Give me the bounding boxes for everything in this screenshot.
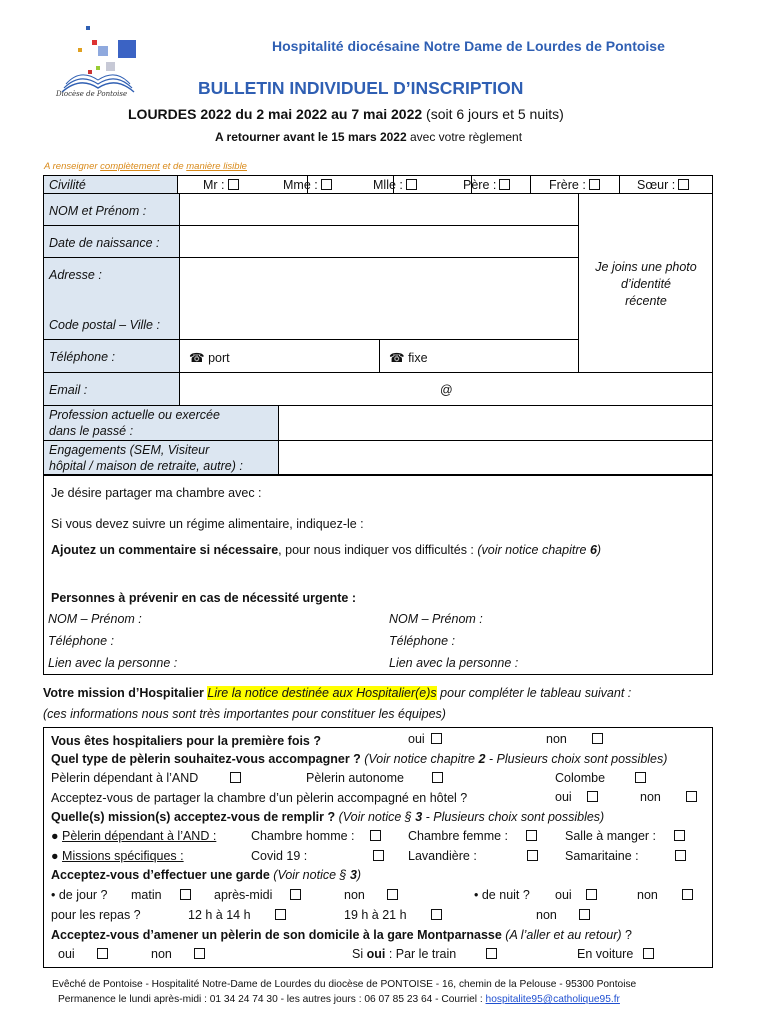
footer-email-link[interactable]: hospitalite95@catholique95.fr xyxy=(485,994,620,1005)
comment-italic: (voir notice chapitre xyxy=(477,543,590,557)
engagements-line2: hôpital / maison de retraite, autre) : xyxy=(49,459,243,473)
option-dependent[interactable] xyxy=(51,771,241,785)
share-hotel-oui-label: oui xyxy=(555,790,572,804)
phone-fixe-label: fixe xyxy=(408,351,428,365)
meals-non-label: non xyxy=(536,908,557,922)
option-station-oui[interactable] xyxy=(58,947,108,961)
missions-num: 3 xyxy=(415,810,423,824)
engagements-label xyxy=(49,442,243,474)
logo xyxy=(48,18,144,104)
checkbox-room-women[interactable] xyxy=(526,830,537,841)
specific-text: Missions spécifiques : xyxy=(62,849,184,863)
dep-and-text: Pèlerin dépendant à l’AND : xyxy=(62,829,217,843)
checkbox-first-time-oui[interactable] xyxy=(431,733,442,744)
guard-it: (Voir notice § xyxy=(269,868,350,882)
first-time-oui[interactable] xyxy=(408,732,442,746)
identity-table xyxy=(43,175,713,475)
guard-day-text: de jour ? xyxy=(58,888,108,902)
title-mr[interactable] xyxy=(203,178,239,192)
pilgrim-type-num: 2 xyxy=(478,752,486,766)
title-mme[interactable] xyxy=(283,178,332,192)
checkbox-samaritan[interactable] xyxy=(675,850,686,861)
checkbox-laundry[interactable] xyxy=(527,850,538,861)
checkbox-by-train[interactable] xyxy=(486,948,497,959)
bullet-icon: ● xyxy=(51,849,59,863)
title-pere[interactable] xyxy=(463,178,510,192)
footer-contact-text: Permanence le lundi après-midi : 01 34 24 74 30 - les autres jours : 06 07 85 23 64 - Courriel : xyxy=(58,994,486,1005)
option-meal2[interactable] xyxy=(344,908,442,922)
option-meal1[interactable] xyxy=(188,908,286,922)
specific-label xyxy=(51,849,184,863)
room-men-label: Chambre homme : xyxy=(251,829,355,843)
comment-rest: , pour nous indiquer vos difficultés : xyxy=(278,543,478,557)
engagements-line1: Engagements (SEM, Visiteur xyxy=(49,443,210,457)
instr-mid: et de xyxy=(159,161,187,172)
afternoon-label: après-midi xyxy=(214,888,273,902)
morning-label: matin xyxy=(131,888,162,902)
checkbox-dining[interactable] xyxy=(674,830,685,841)
contact1-link: Lien avec la personne : xyxy=(48,656,178,670)
subtitle xyxy=(128,106,564,122)
address-label: Adresse : xyxy=(49,268,102,282)
phone-icon: ☎ xyxy=(389,351,405,365)
comment-end: ) xyxy=(596,543,602,557)
if-yes-bold: oui xyxy=(366,947,386,961)
checkbox-morning[interactable] xyxy=(180,889,191,900)
option-colombe[interactable] xyxy=(555,771,646,785)
checkbox-dependent[interactable] xyxy=(230,772,241,783)
return-note xyxy=(215,130,522,144)
option-by-train[interactable] xyxy=(352,947,497,961)
comment-bold: Ajoutez un commentaire si nécessaire xyxy=(51,543,279,557)
share-hotel-non[interactable] xyxy=(640,790,697,804)
profession-label xyxy=(49,407,220,439)
comment-label xyxy=(51,543,601,557)
room-women-label: Chambre femme : xyxy=(408,829,509,843)
option-samaritan[interactable] xyxy=(565,849,686,863)
share-hotel-label: Acceptez-vous de partager la chambre d’un pèlerin accompagné en hôtel ? xyxy=(51,791,468,805)
email-label: Email : xyxy=(49,383,88,397)
station-heading xyxy=(51,928,632,942)
contact1-name: NOM – Prénom : xyxy=(48,612,142,626)
guard-heading xyxy=(51,868,361,882)
profession-field[interactable] xyxy=(278,405,713,441)
pilgrim-type-end: - Plusieurs choix sont possibles) xyxy=(485,752,668,766)
birth-label: Date de naissance : xyxy=(49,236,160,250)
guard-end: ) xyxy=(356,868,362,882)
meal2-label: 19 h à 21 h xyxy=(344,908,407,922)
checkbox-frere[interactable] xyxy=(589,179,600,190)
option-night-oui[interactable] xyxy=(555,888,597,902)
share-hotel-oui[interactable] xyxy=(555,790,598,804)
if-yes-post: : Par le train xyxy=(385,947,457,961)
civilite-options-cell xyxy=(177,175,713,194)
checkbox-day-non[interactable] xyxy=(387,889,398,900)
checkbox-mme[interactable] xyxy=(321,179,332,190)
subtitle-rest: (soit 6 jours et 5 nuits) xyxy=(422,106,564,122)
photo-note xyxy=(579,259,713,310)
checkbox-station-oui[interactable] xyxy=(97,948,108,959)
checkbox-night-non[interactable] xyxy=(682,889,693,900)
phone-fixe xyxy=(389,350,428,365)
title-soeur[interactable] xyxy=(637,178,689,192)
first-time-non[interactable] xyxy=(546,732,603,746)
contact2-name: NOM – Prénom : xyxy=(389,612,483,626)
mission-heading-highlight: Lire la notice destinée aux Hospitalier(e)s xyxy=(207,686,437,700)
meal1-label: 12 h à 14 h xyxy=(188,908,251,922)
station-oui-label: oui xyxy=(58,947,75,961)
pilgrim-type-heading xyxy=(51,752,667,766)
night-non-label: non xyxy=(637,888,658,902)
option-station-non[interactable] xyxy=(151,947,205,961)
dining-label: Salle à manger : xyxy=(565,829,657,843)
option-afternoon[interactable] xyxy=(214,888,301,902)
address-field[interactable] xyxy=(179,257,579,340)
if-yes-pre: Si xyxy=(352,947,367,961)
option-colombe-label: Colombe xyxy=(555,771,606,785)
samaritan-label: Samaritaine : xyxy=(565,849,639,863)
dep-and-label xyxy=(51,829,216,843)
option-laundry[interactable] xyxy=(408,849,538,863)
title-pere-label: Père : xyxy=(463,178,497,192)
station-it: (A l’aller et au retour) xyxy=(501,928,622,942)
profession-line1: Profession actuelle ou exercée xyxy=(49,408,220,422)
title-mr-label: Mr : xyxy=(203,178,225,192)
checkbox-pere[interactable] xyxy=(499,179,510,190)
checkbox-room-men[interactable] xyxy=(370,830,381,841)
option-day-non[interactable] xyxy=(344,888,398,902)
title-mlle[interactable] xyxy=(373,178,417,192)
checkbox-share-hotel-non[interactable] xyxy=(686,791,697,802)
station-end: ? xyxy=(621,928,632,942)
checkbox-meal1[interactable] xyxy=(275,909,286,920)
option-by-car[interactable] xyxy=(577,947,654,961)
missions-it: (Voir notice § xyxy=(335,810,416,824)
photo-line1: Je joins une photo xyxy=(595,260,697,274)
missions-bold: Quelle(s) mission(s) acceptez-vous de remplir ? xyxy=(51,810,336,824)
checkbox-share-hotel-oui[interactable] xyxy=(587,791,598,802)
laundry-label: Lavandière : xyxy=(408,849,477,863)
checkbox-autonomous[interactable] xyxy=(432,772,443,783)
name-label: NOM et Prénom : xyxy=(49,204,147,218)
info-box xyxy=(43,475,713,675)
footer-contact xyxy=(58,994,620,1005)
return-bold: A retourner avant le 15 mars 2022 xyxy=(215,130,407,144)
option-dependent-label: Pèlerin dépendant à l’AND xyxy=(51,771,199,785)
contact1-phone: Téléphone : xyxy=(48,634,115,648)
option-morning[interactable] xyxy=(131,888,191,902)
station-non-label: non xyxy=(151,947,172,961)
checkbox-station-non[interactable] xyxy=(194,948,205,959)
checkbox-meal2[interactable] xyxy=(431,909,442,920)
checkbox-mlle[interactable] xyxy=(406,179,417,190)
emergency-heading: Personnes à prévenir en cas de nécessité urgente : xyxy=(51,591,356,605)
logo-text: Diocèse de Pontoise xyxy=(56,90,128,98)
bullet-icon: ● xyxy=(51,829,59,843)
by-car-label: En voiture xyxy=(577,947,634,961)
subtitle-bold: LOURDES 2022 du 2 mai 2022 au 7 mai 2022 xyxy=(128,106,423,122)
first-time-label: Vous êtes hospitaliers pour la première fois ? xyxy=(51,734,321,748)
option-covid[interactable] xyxy=(251,849,384,863)
phone-label: Téléphone : xyxy=(49,350,116,364)
guard-day-label: • de jour ? xyxy=(51,888,108,902)
pilgrim-type-it: (Voir notice chapitre xyxy=(360,752,479,766)
phone-port-label: port xyxy=(208,351,230,365)
title-frere-label: Frère : xyxy=(549,178,586,192)
diet-label: Si vous devez suivre un régime alimentaire, indiquez-le : xyxy=(51,517,364,531)
instr-prefix: A renseigner xyxy=(44,161,101,172)
checkbox-colombe[interactable] xyxy=(635,772,646,783)
first-time-oui-label: oui xyxy=(408,732,425,746)
option-autonomous[interactable] xyxy=(306,771,443,785)
mission-heading-bold: Votre mission d’Hospitalier xyxy=(43,686,208,700)
photo-line3: récente xyxy=(625,294,667,308)
option-room-men[interactable] xyxy=(251,829,381,843)
page-title: BULLETIN INDIVIDUEL D’INSCRIPTION xyxy=(198,78,524,98)
share-room-label: Je désire partager ma chambre avec : xyxy=(51,486,262,500)
org-name: Hospitalité diocésaine Notre Dame de Lourdes de Pontoise xyxy=(272,38,665,54)
share-hotel-non-label: non xyxy=(640,790,661,804)
guard-bold: Acceptez-vous d’effectuer une garde xyxy=(51,868,270,882)
option-autonomous-label: Pèlerin autonome xyxy=(306,771,404,785)
guard-night-label: • de nuit ? xyxy=(474,888,530,902)
footer-address: Evêché de Pontoise - Hospitalité Notre-Dame de Lourdes du diocèse de PONTOISE - 16, chemin de la Pelouse - 95300 Pontoise xyxy=(52,979,637,990)
mission-heading xyxy=(43,686,631,700)
night-oui-label: oui xyxy=(555,888,572,902)
civilite-label: Civilité xyxy=(49,178,86,192)
guard-num: 3 xyxy=(349,868,357,882)
missions-heading xyxy=(51,810,604,824)
pilgrim-type-bold: Quel type de pèlerin souhaitez-vous accompagner ? xyxy=(51,752,361,766)
birth-field[interactable] xyxy=(179,225,579,258)
instr-legibly: manière lisible xyxy=(186,161,247,172)
profession-line2: dans le passé : xyxy=(49,424,134,438)
instr-completely: complètement xyxy=(100,161,160,172)
title-frere[interactable] xyxy=(549,178,600,192)
option-room-women[interactable] xyxy=(408,829,537,843)
name-field[interactable] xyxy=(179,193,579,226)
checkbox-meals-non[interactable] xyxy=(579,909,590,920)
missions-end: - Plusieurs choix sont possibles) xyxy=(422,810,605,824)
contact2-link: Lien avec la personne : xyxy=(389,656,519,670)
photo-line2: d’identité xyxy=(620,277,672,291)
station-bold: Acceptez-vous d’amener un pèlerin de son domicile à la gare Montparnasse xyxy=(51,928,502,942)
checkbox-soeur[interactable] xyxy=(678,179,689,190)
return-rest: avec votre règlement xyxy=(406,130,523,144)
checkbox-by-car[interactable] xyxy=(643,948,654,959)
email-at: @ xyxy=(440,383,453,397)
checkbox-mr[interactable] xyxy=(228,179,239,190)
comment-chapter: 6 xyxy=(589,543,597,557)
meals-label: pour les repas ? xyxy=(51,908,141,922)
contact2-phone: Téléphone : xyxy=(389,634,456,648)
checkbox-first-time-non[interactable] xyxy=(592,733,603,744)
mission-note: (ces informations nous sont très importantes pour constituer les équipes) xyxy=(43,707,446,721)
checkbox-covid[interactable] xyxy=(373,850,384,861)
checkbox-night-oui[interactable] xyxy=(586,889,597,900)
title-mlle-label: Mlle : xyxy=(373,178,403,192)
covid-label: Covid 19 : xyxy=(251,849,308,863)
title-soeur-label: Sœur : xyxy=(637,178,676,192)
title-mme-label: Mme : xyxy=(283,178,318,192)
fill-instructions xyxy=(44,161,247,172)
option-night-non[interactable] xyxy=(637,888,693,902)
postal-label: Code postal – Ville : xyxy=(49,318,160,332)
phone-icon: ☎ xyxy=(189,351,205,365)
day-non-label: non xyxy=(344,888,365,902)
engagements-field[interactable] xyxy=(278,440,713,475)
first-time-non-label: non xyxy=(546,732,567,746)
mission-heading-rest: pour compléter le tableau suivant : xyxy=(436,686,632,700)
phone-port xyxy=(189,350,230,365)
guard-night-text: de nuit ? xyxy=(481,888,530,902)
checkbox-afternoon[interactable] xyxy=(290,889,301,900)
option-meals-non[interactable] xyxy=(536,908,590,922)
option-dining[interactable] xyxy=(565,829,685,843)
